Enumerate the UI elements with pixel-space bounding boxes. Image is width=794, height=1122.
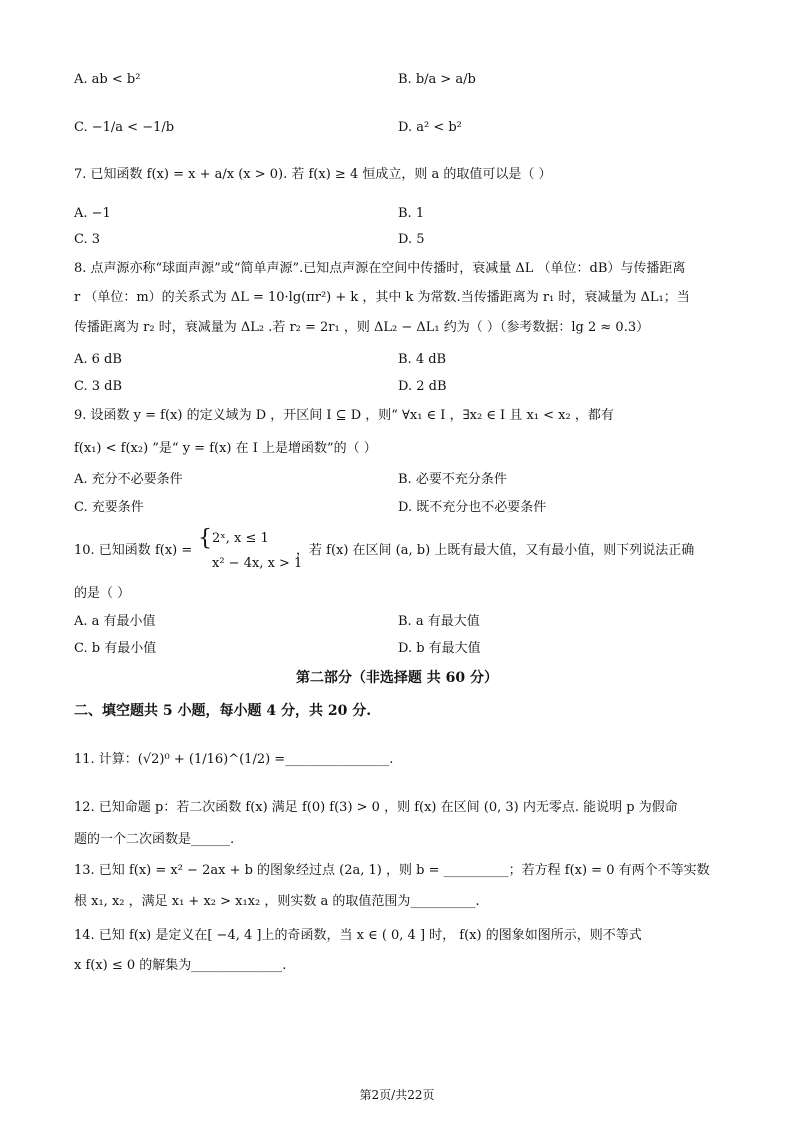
q6-option-c: C. −1/a < −1/b bbox=[74, 120, 175, 135]
q9-stem-line2: f(x₁) < f(x₂) ”是“ y = f(x) 在 I 上是增函数”的（ ） bbox=[74, 441, 377, 456]
q8-option-d: D. 2 dB bbox=[398, 379, 447, 394]
q7-option-c: C. 3 bbox=[74, 232, 101, 247]
q10-stem-line2: 的是（ ） bbox=[74, 586, 131, 601]
q10-case-2: x² − 4x, x > 1 bbox=[212, 556, 303, 571]
part2-title: 第二部分（非选择题 共 60 分） bbox=[295, 670, 499, 686]
q9-option-b: B. 必要不充分条件 bbox=[398, 472, 507, 487]
q13-stem-line2: 根 x₁, x₂ ，满足 x₁ + x₂ > x₁x₂ ，则实数 a 的取值范围为__________. bbox=[74, 894, 480, 909]
page-number-footer: 第2页/共22页 bbox=[359, 1088, 435, 1102]
q10-case-1: 2ˣ, x ≤ 1 bbox=[212, 531, 269, 546]
q10-option-a: A. a 有最小值 bbox=[74, 614, 156, 629]
q8-stem-line3: 传播距离为 r₂ 时，衰减量为 ΔL₂ .若 r₂ = 2r₁ ，则 ΔL₂ − ΔL₁ 约为（ ）（参考数据：lg 2 ≈ 0.3） bbox=[74, 320, 650, 335]
q10-option-b: B. a 有最大值 bbox=[398, 614, 480, 629]
q7-stem: 7. 已知函数 f(x) = x + a/x (x > 0). 若 f(x) ≥ 4 恒成立，则 a 的取值可以是（ ） bbox=[74, 167, 552, 182]
q8-stem-line1: 8. 点声源亦称“球面声源”或“简单声源”.已知点声源在空间中传播时，衰减量 ΔL （单位：dB）与传播距离 bbox=[74, 261, 686, 276]
q6-option-b: B. b/a > a/b bbox=[398, 72, 476, 87]
q6-option-a: A. ab < b² bbox=[74, 72, 141, 87]
q9-option-c: C. 充要条件 bbox=[74, 500, 144, 515]
q8-option-b: B. 4 dB bbox=[398, 352, 447, 367]
q8-option-a: A. 6 dB bbox=[74, 352, 122, 367]
q9-stem-line1: 9. 设函数 y = f(x) 的定义域为 D ，开区间 I ⊆ D ，则“ ∀x₁ ∈ I ，∃x₂ ∈ I 且 x₁ < x₂ ，都有 bbox=[74, 408, 614, 423]
q8-option-c: C. 3 dB bbox=[74, 379, 123, 394]
q10-stem-prefix: 10. 已知函数 f(x) = bbox=[74, 543, 193, 558]
q11-stem: 11. 计算：(√2)⁰ + (1/16)^(1/2) =________________. bbox=[74, 752, 394, 767]
q13-stem-line1: 13. 已知 f(x) = x² − 2ax + b 的图象经过点 (2a, 1) ，则 b = __________；若方程 f(x) = 0 有两个不等实数 bbox=[74, 863, 710, 878]
q6-option-d: D. a² < b² bbox=[398, 120, 462, 135]
q9-option-a: A. 充分不必要条件 bbox=[74, 472, 183, 487]
q10-option-d: D. b 有最大值 bbox=[398, 641, 481, 656]
q12-stem-line2: 题的一个二次函数是______. bbox=[74, 832, 235, 847]
q14-stem-line1: 14. 已知 f(x) 是定义在[ −4, 4 ]上的奇函数，当 x ∈ ( 0, 4 ] 时， f(x) 的图象如图所示，则不等式 bbox=[74, 928, 642, 943]
q10-option-c: C. b 有最小值 bbox=[74, 641, 157, 656]
q7-option-a: A. −1 bbox=[74, 206, 111, 221]
fill-in-section-heading: 二、填空题共 5 小题，每小题 4 分，共 20 分. bbox=[74, 703, 372, 719]
q10-brace: { bbox=[198, 526, 212, 551]
q7-option-b: B. 1 bbox=[398, 206, 425, 221]
q14-stem-line2: x f(x) ≤ 0 的解集为______________. bbox=[74, 958, 287, 973]
q10-stem-suffix: ，若 f(x) 在区间 (a, b) 上既有最大值，又有最小值，则下列说法正确 bbox=[296, 543, 695, 558]
q7-option-d: D. 5 bbox=[398, 232, 425, 247]
q8-stem-line2: r （单位：m）的关系式为 ΔL = 10·lg(πr²) + k ，其中 k 为常数.当传播距离为 r₁ 时，衰减量为 ΔL₁；当 bbox=[74, 290, 690, 305]
q12-stem-line1: 12. 已知命题 p：若二次函数 f(x) 满足 f(0) f(3) > 0 ，则 f(x) 在区间 (0, 3) 内无零点. 能说明 p 为假命 bbox=[74, 800, 678, 815]
q9-option-d: D. 既不充分也不必要条件 bbox=[398, 500, 547, 515]
